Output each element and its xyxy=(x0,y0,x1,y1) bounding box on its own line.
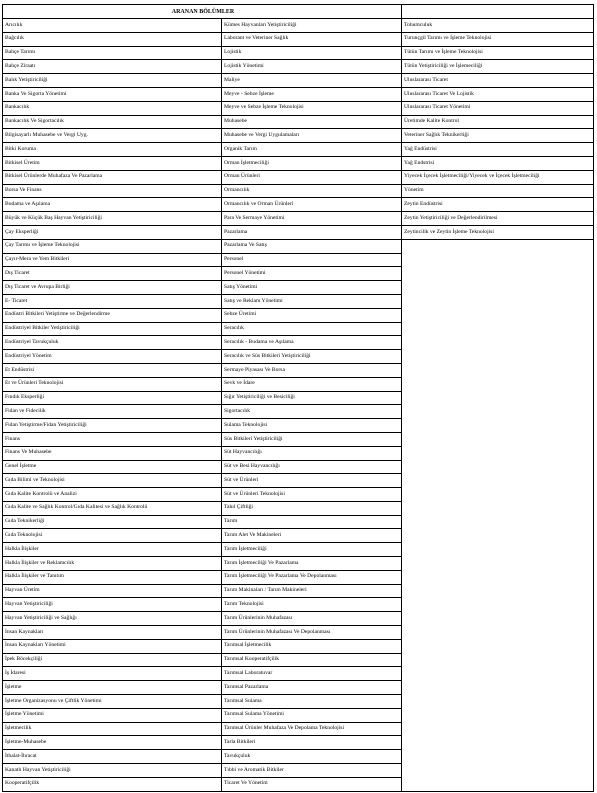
department-cell: Halkla İlişkiler xyxy=(3,543,222,557)
department-cell: Tarımsal Pazarlama xyxy=(222,681,402,695)
department-cell: Gıda Kalite Kontrolü ve Analizi xyxy=(3,488,222,502)
department-cell: Dış Ticaret xyxy=(3,267,222,281)
department-cell: Tütün Tarımı ve İşleme Teknolojisi xyxy=(402,46,594,60)
department-cell: İşletme xyxy=(3,681,222,695)
department-cell: Tarımsal Sulama Yönetimi xyxy=(222,708,402,722)
department-cell: Tarımsal Ürünler Muhafaza Ve Depolama Teknolojisi xyxy=(222,722,402,736)
department-cell: Süt ve Besi Hayvancılığı xyxy=(222,460,402,474)
department-cell: Bahçe Tarımı xyxy=(3,46,222,60)
department-cell: Üretimde Kalite Kontrol xyxy=(402,115,594,129)
department-cell: Banka Ve Sigorta Yönetimi xyxy=(3,87,222,101)
department-cell: İnsan Kaynakları xyxy=(3,626,222,640)
department-cell: Turunçgil Tarımı ve İşleme Teknolojisi xyxy=(402,32,594,46)
department-cell: İş İdaresi xyxy=(3,667,222,681)
department-cell: Bitkisel Üretim xyxy=(3,156,222,170)
department-cell: E- Ticaret xyxy=(3,294,222,308)
department-cell: Dış Ticaret ve Avrupa Birliği xyxy=(3,281,222,295)
department-cell: Yönetim xyxy=(402,184,594,198)
department-cell: Fidan ve Fidecilik xyxy=(3,405,222,419)
department-cell: Orman Ürünleri xyxy=(222,170,402,184)
department-cell: Tarımsal Laboratuvar xyxy=(222,667,402,681)
department-cell: Seracılık - Budama ve Aşılama xyxy=(222,336,402,350)
table-row xyxy=(3,19,594,33)
department-cell: İşletme-Muhasebe xyxy=(3,736,222,750)
department-cell: Endüstri Bitkileri Yetiştirme ve Değerlendirme xyxy=(3,308,222,322)
department-cell: Tarım İşletmeciliği Ve Pazarlama xyxy=(222,557,402,571)
department-cell: Bankacılık xyxy=(3,101,222,115)
table-header-row xyxy=(3,5,594,19)
department-cell: İşletmecilik xyxy=(3,722,222,736)
department-cell: Zeytincilik ve Zeytin İşleme Teknolojisi xyxy=(402,225,594,239)
department-cell: Satış ve Reklam Yönetimi xyxy=(222,294,402,308)
department-cell: Pazarlama xyxy=(222,225,402,239)
department-cell: Sevk ve İdare xyxy=(222,377,402,391)
table-row xyxy=(3,184,594,198)
table-row xyxy=(3,198,594,212)
department-cell: Endüstriyel Yönetim xyxy=(3,350,222,364)
department-cell: Süt ve Ürünleri Teknolojisi xyxy=(222,488,402,502)
department-cell: Tütün Yetiştiriciliği ve İşlemeciliği xyxy=(402,60,594,74)
department-cell: Tarım Teknolojisi xyxy=(222,598,402,612)
department-cell: Fındık Eksperliği xyxy=(3,391,222,405)
department-cell: Bitkisel Ürünlerde Muhafaza Ve Pazarlama xyxy=(3,170,222,184)
department-cell: Kooperatifçilik xyxy=(3,777,222,791)
table-cell xyxy=(402,5,594,19)
department-cell: Hayvan Üretim xyxy=(3,584,222,598)
table-row xyxy=(3,129,594,143)
department-cell: Ormancılık xyxy=(222,184,402,198)
department-cell: Hayvan Yetiştiriciliği ve Sağlığı xyxy=(3,612,222,626)
department-cell: Tarımsal Sulama xyxy=(222,695,402,709)
department-cell: Endüstriyel Tavukçuluk xyxy=(3,336,222,350)
table-row xyxy=(3,60,594,74)
department-cell: Para Ve Sermaye Yönetimi xyxy=(222,212,402,226)
department-cell: İnsan Kaynakları Yönetimi xyxy=(3,639,222,653)
department-cell: Satış Yönetimi xyxy=(222,281,402,295)
department-cell: Bahçe Ziraatı xyxy=(3,60,222,74)
table-title: ARANAN BÖLÜMLER xyxy=(3,5,402,19)
department-cell: Tarım İşletmeciliği Ve Pazarlama Ve Depolanması xyxy=(222,570,402,584)
department-cell: Tarım xyxy=(222,515,402,529)
department-cell: Gıda Bilimi ve Teknolojisi xyxy=(3,474,222,488)
department-cell: Zeytin Endüstrisi xyxy=(402,198,594,212)
table-row xyxy=(3,170,594,184)
department-cell: Seracılık ve Süs Bitkileri Yetiştiriciliği xyxy=(222,350,402,364)
department-cell: Genel İşletme xyxy=(3,460,222,474)
department-cell: Halkla İlişkiler ve Reklamcılık xyxy=(3,557,222,571)
department-cell: Arıcılık xyxy=(3,19,222,33)
department-cell: Uluslararası Ticaret Yönetimi xyxy=(402,101,594,115)
department-cell: Bankacılık Ve Sigortacılık xyxy=(3,115,222,129)
department-cell: Çay Tarımı ve İşleme Teknolojisi xyxy=(3,239,222,253)
department-cell: Tarımsal Kooperatifçilik xyxy=(222,653,402,667)
department-cell: İşletme Yönetimi xyxy=(3,708,222,722)
department-cell: Seracılık xyxy=(222,322,402,336)
department-cell: Halkla İlişkiler ve Tanıtım xyxy=(3,570,222,584)
department-cell: Uluslararası Ticaret xyxy=(402,74,594,88)
department-cell: Tarım Makinaları / Tarım Makineleri xyxy=(222,584,402,598)
department-cell: Sigortacılık xyxy=(222,405,402,419)
department-cell: Sığır Yetiştiriciliği ve Besiciliği xyxy=(222,391,402,405)
department-cell: Bağcılık xyxy=(3,32,222,46)
department-cell: Tarla Bitkileri xyxy=(222,736,402,750)
table-row xyxy=(3,212,594,226)
department-cell: Budama ve Aşılama xyxy=(3,198,222,212)
department-cell: Çay Eksperliği xyxy=(3,225,222,239)
department-cell: Süt ve Ürünleri xyxy=(222,474,402,488)
department-cell: Et Endüstrisi xyxy=(3,363,222,377)
department-cell: Çayır-Mera ve Yem Bitkileri xyxy=(3,253,222,267)
department-cell: Yağ Endstrisi xyxy=(402,156,594,170)
department-cell: Veteriner Sağlık Teknikerliği xyxy=(402,129,594,143)
department-cell: Lojistik xyxy=(222,46,402,60)
department-cell: Tarım Ürünlerinin Muhafazası xyxy=(222,612,402,626)
department-cell: Tarım Alet Ve Makineleri xyxy=(222,529,402,543)
table-row xyxy=(3,101,594,115)
department-cell: Kanatlı Hayvan Yetiştiriciliği xyxy=(3,764,222,778)
table-row xyxy=(3,239,594,253)
department-cell: Laborant ve Veteriner Sağlık xyxy=(222,32,402,46)
department-cell: Finans xyxy=(3,432,222,446)
department-cell: Yiyecek İçecek İşletmeciliği/Yiyecek ve İçecek İşletmeciliği xyxy=(402,170,594,184)
department-cell: Zeytin Yetiştiriciliği ve Değerlendirilmesi xyxy=(402,212,594,226)
department-cell: İthalat-İhracat xyxy=(3,750,222,764)
empty-cell xyxy=(402,239,594,791)
department-cell: Personel xyxy=(222,253,402,267)
department-cell: Kümes Hayvanları Yetiştiriciliği xyxy=(222,19,402,33)
department-cell: Ticaret Ve Yönetim xyxy=(222,777,402,791)
department-cell: Bilgisayarlı Muhasebe ve Vergi Uyg. xyxy=(3,129,222,143)
table-row xyxy=(3,143,594,157)
department-cell: Personel Yönetimi xyxy=(222,267,402,281)
department-cell: Bitki Koruma xyxy=(3,143,222,157)
department-cell: Orman İşletmeciliği xyxy=(222,156,402,170)
department-cell: Sulama Teknolojisi xyxy=(222,419,402,433)
department-cell: Gıda Teknolojisi xyxy=(3,529,222,543)
department-cell: Yağ Endüstrisi xyxy=(402,143,594,157)
department-cell: Ormancılık ve Orman Ürünleri xyxy=(222,198,402,212)
table-row xyxy=(3,46,594,60)
department-cell: Sebze Üretimi xyxy=(222,308,402,322)
department-cell: Muhasebe xyxy=(222,115,402,129)
department-cell: Endüstriyel Bitkiler Yetiştiriciliği xyxy=(3,322,222,336)
department-cell: Hayvan Yetiştiriciliği xyxy=(3,598,222,612)
department-cell: Uluslararası Ticaret Ve Lojistik xyxy=(402,87,594,101)
department-cell: Et ve Ürünleri Teknolojisi xyxy=(3,377,222,391)
department-cell: Maliye xyxy=(222,74,402,88)
department-cell: Tarımsal İşletmecilik xyxy=(222,639,402,653)
department-cell: Gıda Kalite ve Sağlık Kontrol/Gıda Kalitesi ve Sağlık Kontrolü xyxy=(3,501,222,515)
department-cell: Tahıl Çiftliği xyxy=(222,501,402,515)
department-cell: Tohumculuk xyxy=(402,19,594,33)
department-cell: Borsa Ve Finans xyxy=(3,184,222,198)
department-cell: Süt Hayvancılığı xyxy=(222,446,402,460)
department-cell: İpek Böcekçiliği xyxy=(3,653,222,667)
department-cell: Organik Tarım xyxy=(222,143,402,157)
department-cell: Gıda Teknikerliği xyxy=(3,515,222,529)
department-cell: Tavukçuluk xyxy=(222,750,402,764)
department-cell: Pazarlama Ve Satış xyxy=(222,239,402,253)
department-cell: Meyve ve Sebze İşleme Teknolojisi xyxy=(222,101,402,115)
department-cell: Lojistik Yönetimi xyxy=(222,60,402,74)
department-cell: Büyük ve Küçük Baş Hayvan Yetiştiriciliği xyxy=(3,212,222,226)
table-row xyxy=(3,32,594,46)
table-row xyxy=(3,115,594,129)
department-cell: İşletme Organizasyonu ve Çiftlik Yönetimi xyxy=(3,695,222,709)
department-cell: Fidan Yetiştirme/Fidan Yetiştiriciliği xyxy=(3,419,222,433)
department-cell: Tarım İşletmeciliği xyxy=(222,543,402,557)
department-cell: Tarım Ürünlerinin Muhafazası Ve Depolanması xyxy=(222,626,402,640)
table-row xyxy=(3,156,594,170)
table-row xyxy=(3,74,594,88)
department-cell: Balık Yetiştiriciliği xyxy=(3,74,222,88)
department-cell: Finans Ve Muhasebe xyxy=(3,446,222,460)
department-cell: Süs Bitkileri Yetiştiriciliği xyxy=(222,432,402,446)
department-cell: Meyve - Sebze İşleme xyxy=(222,87,402,101)
table-row xyxy=(3,225,594,239)
departments-table xyxy=(2,4,594,792)
department-cell: Muhasebe ve Vergi Uygulamaları xyxy=(222,129,402,143)
department-cell: Tıbbi ve Aromatik Bitkiler xyxy=(222,764,402,778)
table-row xyxy=(3,87,594,101)
department-cell: Sermaye Piyasası Ve Borsa xyxy=(222,363,402,377)
